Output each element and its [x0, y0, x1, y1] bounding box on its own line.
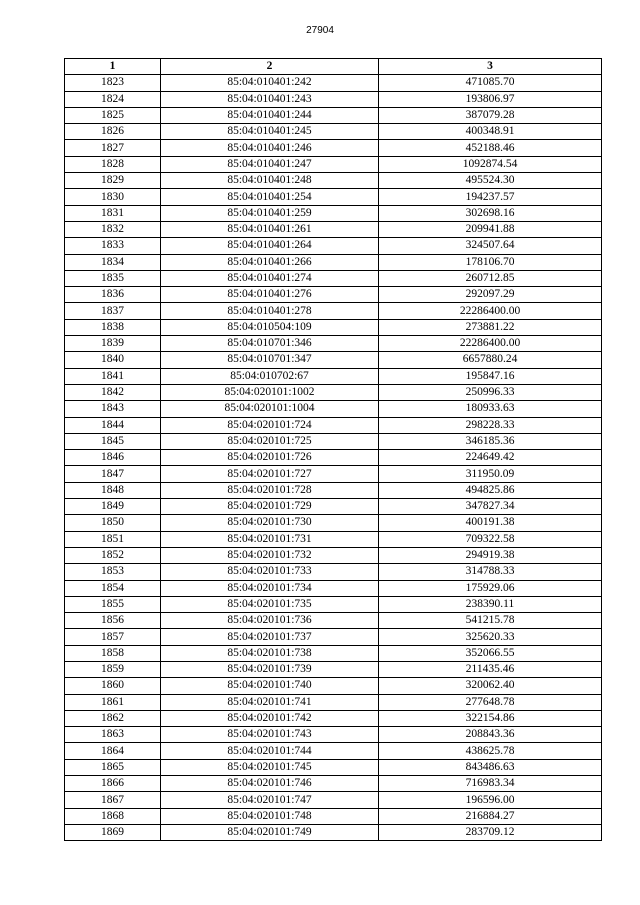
table-row — [65, 466, 602, 482]
value-cell: 178106.70 — [379, 254, 602, 270]
cadastral-number-cell: 85:04:020101:731 — [161, 531, 379, 547]
row-number-cell: 1856 — [65, 613, 161, 629]
cadastral-number-cell: 85:04:010401:243 — [161, 91, 379, 107]
table-row — [65, 384, 602, 400]
value-cell: 277648.78 — [379, 694, 602, 710]
value-cell: 193806.97 — [379, 91, 602, 107]
cadastral-number-cell: 85:04:020101:735 — [161, 596, 379, 612]
table-row — [65, 531, 602, 547]
value-cell: 260712.85 — [379, 270, 602, 286]
table-row — [65, 189, 602, 205]
value-cell: 541215.78 — [379, 613, 602, 629]
table-row — [65, 319, 602, 335]
row-number-cell: 1828 — [65, 156, 161, 172]
value-cell: 273881.22 — [379, 319, 602, 335]
row-number-cell: 1823 — [65, 75, 161, 91]
table-row — [65, 336, 602, 352]
row-number-cell: 1849 — [65, 499, 161, 515]
row-number-cell: 1844 — [65, 417, 161, 433]
cadastral-number-cell: 85:04:010401:244 — [161, 107, 379, 123]
value-cell: 471085.70 — [379, 75, 602, 91]
table-row — [65, 287, 602, 303]
table-row — [65, 629, 602, 645]
table-row — [65, 613, 602, 629]
value-cell: 400191.38 — [379, 515, 602, 531]
cadastral-number-cell: 85:04:020101:734 — [161, 580, 379, 596]
row-number-cell: 1858 — [65, 645, 161, 661]
value-cell: 716983.34 — [379, 776, 602, 792]
table-row — [65, 91, 602, 107]
cadastral-number-cell: 85:04:020101:738 — [161, 645, 379, 661]
value-cell: 494825.86 — [379, 482, 602, 498]
row-number-cell: 1835 — [65, 270, 161, 286]
row-number-cell: 1853 — [65, 564, 161, 580]
table-row — [65, 270, 602, 286]
value-cell: 452188.46 — [379, 140, 602, 156]
row-number-cell: 1830 — [65, 189, 161, 205]
data-table — [64, 58, 602, 841]
table-row — [65, 515, 602, 531]
cadastral-number-cell: 85:04:010401:242 — [161, 75, 379, 91]
row-number-cell: 1838 — [65, 319, 161, 335]
value-cell: 283709.12 — [379, 824, 602, 840]
column-header-3: 3 — [379, 59, 602, 75]
value-cell: 438625.78 — [379, 743, 602, 759]
row-number-cell: 1840 — [65, 352, 161, 368]
value-cell: 346185.36 — [379, 433, 602, 449]
cadastral-number-cell: 85:04:010401:264 — [161, 238, 379, 254]
cadastral-number-cell: 85:04:020101:1002 — [161, 384, 379, 400]
table-row — [65, 140, 602, 156]
value-cell: 250996.33 — [379, 384, 602, 400]
row-number-cell: 1854 — [65, 580, 161, 596]
value-cell: 6657880.24 — [379, 352, 602, 368]
cadastral-number-cell: 85:04:010701:347 — [161, 352, 379, 368]
value-cell: 294919.38 — [379, 547, 602, 563]
table-row — [65, 499, 602, 515]
cadastral-number-cell: 85:04:020101:748 — [161, 808, 379, 824]
table-row — [65, 205, 602, 221]
table-row — [65, 808, 602, 824]
row-number-cell: 1846 — [65, 450, 161, 466]
cadastral-number-cell: 85:04:020101:733 — [161, 564, 379, 580]
table-row — [65, 547, 602, 563]
column-header-2: 2 — [161, 59, 379, 75]
value-cell: 208843.36 — [379, 727, 602, 743]
row-number-cell: 1865 — [65, 759, 161, 775]
value-cell: 298228.33 — [379, 417, 602, 433]
value-cell: 843486.63 — [379, 759, 602, 775]
row-number-cell: 1852 — [65, 547, 161, 563]
table-row — [65, 694, 602, 710]
cadastral-number-cell: 85:04:020101:726 — [161, 450, 379, 466]
table-row — [65, 482, 602, 498]
table-body — [65, 75, 602, 841]
value-cell: 195847.16 — [379, 368, 602, 384]
value-cell: 302698.16 — [379, 205, 602, 221]
cadastral-number-cell: 85:04:010401:274 — [161, 270, 379, 286]
table-row — [65, 75, 602, 91]
row-number-cell: 1851 — [65, 531, 161, 547]
cadastral-number-cell: 85:04:010401:254 — [161, 189, 379, 205]
table-row — [65, 743, 602, 759]
page-number: 27904 — [306, 25, 334, 36]
cadastral-number-cell: 85:04:020101:724 — [161, 417, 379, 433]
value-cell: 324507.64 — [379, 238, 602, 254]
cadastral-number-cell: 85:04:010401:259 — [161, 205, 379, 221]
value-cell: 238390.11 — [379, 596, 602, 612]
table-row — [65, 156, 602, 172]
cadastral-number-cell: 85:04:020101:1004 — [161, 401, 379, 417]
value-cell: 22286400.00 — [379, 336, 602, 352]
table-row — [65, 759, 602, 775]
row-number-cell: 1857 — [65, 629, 161, 645]
table-row — [65, 824, 602, 840]
cadastral-number-cell: 85:04:010401:261 — [161, 221, 379, 237]
row-number-cell: 1860 — [65, 678, 161, 694]
cadastral-number-cell: 85:04:020101:737 — [161, 629, 379, 645]
header-row — [65, 59, 602, 75]
table-header — [65, 59, 602, 75]
cadastral-number-cell: 85:04:020101:739 — [161, 661, 379, 677]
row-number-cell: 1868 — [65, 808, 161, 824]
row-number-cell: 1850 — [65, 515, 161, 531]
value-cell: 709322.58 — [379, 531, 602, 547]
row-number-cell: 1833 — [65, 238, 161, 254]
row-number-cell: 1837 — [65, 303, 161, 319]
cadastral-number-cell: 85:04:020101:729 — [161, 499, 379, 515]
cadastral-number-cell: 85:04:020101:741 — [161, 694, 379, 710]
table-row — [65, 107, 602, 123]
row-number-cell: 1826 — [65, 124, 161, 140]
value-cell: 211435.46 — [379, 661, 602, 677]
table-row — [65, 661, 602, 677]
value-cell: 292097.29 — [379, 287, 602, 303]
row-number-cell: 1869 — [65, 824, 161, 840]
value-cell: 325620.33 — [379, 629, 602, 645]
cadastral-number-cell: 85:04:010702:67 — [161, 368, 379, 384]
cadastral-number-cell: 85:04:010401:266 — [161, 254, 379, 270]
table-row — [65, 580, 602, 596]
value-cell: 347827.34 — [379, 499, 602, 515]
row-number-cell: 1855 — [65, 596, 161, 612]
table-row — [65, 678, 602, 694]
table-row — [65, 727, 602, 743]
value-cell: 224649.42 — [379, 450, 602, 466]
row-number-cell: 1861 — [65, 694, 161, 710]
table-row — [65, 401, 602, 417]
row-number-cell: 1834 — [65, 254, 161, 270]
cadastral-number-cell: 85:04:010401:246 — [161, 140, 379, 156]
table-row — [65, 221, 602, 237]
cadastral-number-cell: 85:04:020101:725 — [161, 433, 379, 449]
table-row — [65, 450, 602, 466]
row-number-cell: 1832 — [65, 221, 161, 237]
value-cell: 495524.30 — [379, 173, 602, 189]
table-row — [65, 776, 602, 792]
row-number-cell: 1827 — [65, 140, 161, 156]
cadastral-number-cell: 85:04:020101:749 — [161, 824, 379, 840]
value-cell: 194237.57 — [379, 189, 602, 205]
cadastral-number-cell: 85:04:010401:276 — [161, 287, 379, 303]
table-row — [65, 173, 602, 189]
cadastral-number-cell: 85:04:010504:109 — [161, 319, 379, 335]
cadastral-number-cell: 85:04:020101:730 — [161, 515, 379, 531]
row-number-cell: 1824 — [65, 91, 161, 107]
row-number-cell: 1829 — [65, 173, 161, 189]
cadastral-number-cell: 85:04:020101:743 — [161, 727, 379, 743]
row-number-cell: 1836 — [65, 287, 161, 303]
value-cell: 1092874.54 — [379, 156, 602, 172]
row-number-cell: 1825 — [65, 107, 161, 123]
cadastral-number-cell: 85:04:020101:747 — [161, 792, 379, 808]
table-row — [65, 352, 602, 368]
cadastral-number-cell: 85:04:010701:346 — [161, 336, 379, 352]
row-number-cell: 1859 — [65, 661, 161, 677]
cadastral-number-cell: 85:04:020101:727 — [161, 466, 379, 482]
table-row — [65, 417, 602, 433]
cadastral-number-cell: 85:04:020101:736 — [161, 613, 379, 629]
value-cell: 216884.27 — [379, 808, 602, 824]
value-cell: 180933.63 — [379, 401, 602, 417]
value-cell: 311950.09 — [379, 466, 602, 482]
table-row — [65, 645, 602, 661]
row-number-cell: 1843 — [65, 401, 161, 417]
cadastral-number-cell: 85:04:010401:247 — [161, 156, 379, 172]
table-row — [65, 238, 602, 254]
row-number-cell: 1841 — [65, 368, 161, 384]
value-cell: 352066.55 — [379, 645, 602, 661]
table-row — [65, 254, 602, 270]
cadastral-number-cell: 85:04:010401:248 — [161, 173, 379, 189]
cadastral-number-cell: 85:04:020101:742 — [161, 710, 379, 726]
value-cell: 209941.88 — [379, 221, 602, 237]
cadastral-number-cell: 85:04:020101:740 — [161, 678, 379, 694]
row-number-cell: 1867 — [65, 792, 161, 808]
value-cell: 175929.06 — [379, 580, 602, 596]
cadastral-number-cell: 85:04:010401:278 — [161, 303, 379, 319]
row-number-cell: 1863 — [65, 727, 161, 743]
table-row — [65, 792, 602, 808]
table-row — [65, 124, 602, 140]
value-cell: 320062.40 — [379, 678, 602, 694]
cadastral-number-cell: 85:04:020101:745 — [161, 759, 379, 775]
column-header-1: 1 — [65, 59, 161, 75]
table-row — [65, 303, 602, 319]
row-number-cell: 1831 — [65, 205, 161, 221]
value-cell: 22286400.00 — [379, 303, 602, 319]
row-number-cell: 1842 — [65, 384, 161, 400]
value-cell: 314788.33 — [379, 564, 602, 580]
cadastral-number-cell: 85:04:020101:746 — [161, 776, 379, 792]
row-number-cell: 1862 — [65, 710, 161, 726]
table-row — [65, 564, 602, 580]
row-number-cell: 1866 — [65, 776, 161, 792]
cadastral-number-cell: 85:04:020101:728 — [161, 482, 379, 498]
table-row — [65, 596, 602, 612]
value-cell: 322154.86 — [379, 710, 602, 726]
table-row — [65, 710, 602, 726]
value-cell: 196596.00 — [379, 792, 602, 808]
cadastral-number-cell: 85:04:020101:744 — [161, 743, 379, 759]
row-number-cell: 1864 — [65, 743, 161, 759]
value-cell: 387079.28 — [379, 107, 602, 123]
row-number-cell: 1839 — [65, 336, 161, 352]
cadastral-number-cell: 85:04:010401:245 — [161, 124, 379, 140]
row-number-cell: 1847 — [65, 466, 161, 482]
table-row — [65, 368, 602, 384]
row-number-cell: 1848 — [65, 482, 161, 498]
cadastral-number-cell: 85:04:020101:732 — [161, 547, 379, 563]
row-number-cell: 1845 — [65, 433, 161, 449]
table-row — [65, 433, 602, 449]
value-cell: 400348.91 — [379, 124, 602, 140]
